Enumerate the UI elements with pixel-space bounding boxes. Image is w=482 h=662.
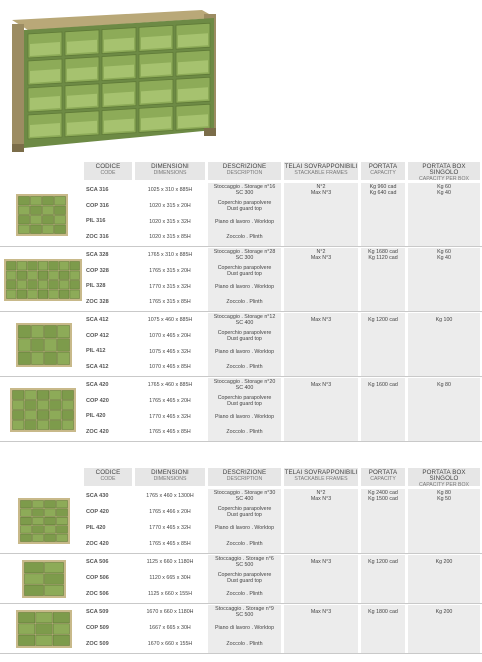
product-description [208, 537, 281, 553]
description-line: Stoccaggio . Storage n°9 [215, 606, 274, 613]
description-line: Dust guard top [227, 205, 262, 212]
capacity-value [361, 248, 405, 264]
product-group [0, 378, 482, 441]
product-description [208, 410, 281, 426]
product-dimensions: 1025 x 310 x 885H [147, 187, 193, 194]
product-description [208, 280, 281, 296]
value-line: Kg 640 cad [369, 189, 397, 196]
table-row [0, 264, 482, 280]
description-line: Zoccolo . Plinth [226, 641, 263, 648]
value-line: Max N°3 [310, 559, 332, 566]
description-line: SC 500 [235, 612, 254, 618]
table-row [0, 505, 482, 521]
product-dimensions: 1120 x 665 x 30H [149, 575, 191, 582]
table-row [0, 183, 482, 199]
product-description [208, 264, 281, 280]
table-row [0, 248, 482, 264]
product-description [208, 295, 281, 311]
product-code: SCA 420 [86, 381, 109, 388]
description-line: Dust guard top [227, 335, 262, 342]
description-line: Stoccaggio . Storage n°12 [213, 314, 276, 321]
table-row [0, 313, 482, 329]
product-description [208, 505, 281, 521]
value-line: Kg 960 cad [369, 184, 397, 191]
column-header-label: DESCRIZIONE [222, 469, 267, 476]
column-header-label: DIMENSIONI [151, 163, 189, 170]
column-header-sublabel: STACKABLE FRAMES [294, 476, 348, 483]
description-line: SC 300 [235, 189, 254, 196]
product-dimensions: 1765 x 466 x 20H [149, 509, 191, 516]
value-line: Kg 200 [435, 559, 453, 566]
product-dimensions: 1765 x 315 x 85H [149, 299, 191, 306]
column-header-sublabel: DESCRIPTION [226, 476, 263, 483]
value-line: Max N°3 [310, 609, 332, 616]
capacity-value [361, 605, 405, 621]
product-dimensions: 1765 x 310 x 885H [147, 252, 193, 259]
product-dimensions: 1670 x 660 x 1180H [146, 609, 194, 616]
capacity-value [361, 313, 405, 329]
product-dimensions: 1770 x 465 x 32H [149, 525, 191, 532]
description-line: Coperchio parapolvere [217, 506, 272, 513]
column-header [208, 468, 281, 486]
column-header [84, 162, 132, 180]
column-header-sublabel: DESCRIPTION [226, 170, 263, 177]
description-line: Coperchio parapolvere [217, 265, 272, 272]
table-row [0, 345, 482, 361]
column-header-sublabel: DIMENSIONS [153, 476, 187, 483]
product-code: PIL 420 [86, 525, 106, 532]
product-description [208, 313, 281, 329]
column-header [408, 162, 480, 183]
stackable-frames [284, 489, 358, 505]
product-dimensions: 1070 x 465 x 20H [149, 332, 191, 339]
group-divider [0, 376, 482, 377]
product-code: SCA 509 [86, 609, 109, 616]
table-row [0, 295, 482, 311]
column-header-sublabel: CAPACITY [370, 170, 396, 177]
product-code: ZOC 506 [86, 591, 109, 598]
description-line: Piano di lavoro . Worktop [214, 218, 275, 225]
product-code: COP 506 [86, 575, 109, 582]
description-line: Piano di lavoro . Worktop [214, 283, 275, 290]
description-line: Zoccolo . Plinth [226, 234, 263, 241]
description-line: SC 400 [235, 384, 254, 391]
product-code: COP 328 [86, 267, 109, 274]
description-line: Coperchio parapolvere [217, 395, 272, 402]
column-header-sublabel: CODE [100, 170, 116, 177]
description-line: Zoccolo . Plinth [226, 299, 263, 306]
product-description [208, 394, 281, 410]
product-group [0, 183, 482, 246]
table-row [0, 199, 482, 215]
column-header-sublabel: CAPACITY PER BOX [419, 176, 469, 183]
description-line: Stoccaggio . Storage n°20 [213, 379, 276, 386]
group-divider [0, 653, 482, 654]
product-dimensions: 1075 x 465 x 32H [149, 348, 191, 355]
value-line: Kg 50 [437, 496, 451, 502]
product-description [208, 215, 281, 231]
product-dimensions: 1667 x 665 x 30H [149, 625, 191, 632]
description-line: Stoccaggio . Storage n°28 [213, 249, 276, 256]
table-row [0, 521, 482, 537]
value-line: Max N°3 [310, 382, 332, 389]
product-description [208, 329, 281, 345]
value-line: Kg 2400 cad [368, 490, 398, 497]
capacity-value [361, 489, 405, 505]
product-code: SCA 506 [86, 559, 109, 566]
table-row [0, 637, 482, 653]
description-line: Stoccaggio . Storage n°30 [213, 490, 276, 497]
column-header-label: DESCRIZIONE [222, 163, 267, 170]
column-header-label: PORTATA BOX SINGOLO [422, 469, 466, 483]
description-line: Zoccolo . Plinth [226, 364, 263, 371]
description-line: Piano di lavoro . Worktop [214, 525, 275, 532]
product-description [208, 587, 281, 603]
product-group [0, 489, 482, 553]
product-group [0, 248, 482, 311]
column-header-label: TELAI SOVRAPPONIBILI [284, 163, 358, 170]
description-line: Piano di lavoro . Worktop [214, 348, 275, 355]
capacity-per-box [408, 555, 480, 571]
description-line: SC 400 [235, 496, 254, 502]
stackable-frames [284, 248, 358, 264]
product-description [208, 378, 281, 394]
product-code: PIL 328 [86, 283, 106, 290]
description-line: Dust guard top [227, 400, 262, 407]
shelving-unit-photo [6, 6, 220, 156]
product-dimensions: 1670 x 660 x 155H [147, 641, 193, 648]
value-line: Kg 60 [437, 249, 451, 256]
group-divider [0, 441, 482, 442]
table-row [0, 394, 482, 410]
capacity-per-box [408, 313, 480, 329]
table-row [0, 555, 482, 571]
group-divider [0, 246, 482, 247]
product-code: COP 316 [86, 202, 109, 209]
column-header [408, 468, 480, 489]
product-description [208, 637, 281, 653]
product-code: ZOC 328 [86, 299, 109, 306]
product-dimensions: 1765 x 465 x 20H [149, 397, 191, 404]
product-description [208, 521, 281, 537]
column-header-label: PORTATA BOX SINGOLO [422, 163, 466, 177]
column-header-label: PORTATA [368, 163, 398, 170]
value-line: Kg 1800 cad [368, 609, 398, 616]
table-header [0, 162, 482, 183]
value-line: N°2 [316, 249, 326, 256]
column-header [361, 468, 405, 486]
product-dimensions: 1020 x 315 x 85H [149, 234, 191, 241]
group-divider [0, 603, 482, 604]
description-line: SC 400 [235, 319, 254, 326]
column-header [361, 162, 405, 180]
product-code: SCA 316 [86, 186, 109, 193]
description-line: Coperchio parapolvere [217, 330, 272, 337]
column-header-sublabel: CAPACITY PER BOX [419, 482, 469, 489]
product-code: ZOC 420 [86, 429, 109, 436]
stackable-frames [284, 378, 358, 394]
product-dimensions: 1020 x 315 x 20H [149, 202, 191, 209]
value-line: Kg 80 [437, 382, 451, 389]
product-description [208, 345, 281, 361]
product-dimensions: 1070 x 465 x 85H [149, 364, 191, 371]
column-header-sublabel: CODE [100, 476, 116, 483]
capacity-per-box [408, 248, 480, 264]
description-line: Coperchio parapolvere [217, 200, 272, 207]
stackable-frames [284, 605, 358, 621]
product-dimensions: 1075 x 460 x 885H [147, 317, 193, 324]
product-description [208, 605, 281, 621]
group-divider [0, 311, 482, 312]
table-row [0, 537, 482, 553]
column-header-label: TELAI SOVRAPPONIBILI [284, 469, 358, 476]
capacity-value [361, 555, 405, 571]
table-row [0, 378, 482, 394]
product-description [208, 425, 281, 441]
value-line: Kg 60 [437, 184, 451, 191]
column-header-label: CODICE [95, 469, 121, 476]
description-line: Stoccaggio . Storage n°6 [215, 556, 274, 563]
description-line: Piano di lavoro . Worktop [214, 625, 275, 632]
product-group [0, 605, 482, 653]
product-group [0, 313, 482, 376]
column-header-label: DIMENSIONI [151, 469, 189, 476]
value-line: Kg 1200 cad [368, 317, 398, 324]
capacity-per-box [408, 378, 480, 394]
column-header [84, 468, 132, 486]
column-header-sublabel: CAPACITY [370, 476, 396, 483]
description-line: Dust guard top [227, 512, 262, 518]
value-line: Kg 80 [437, 490, 451, 497]
description-line: Stoccaggio . Storage n°16 [213, 184, 276, 191]
product-code: COP 509 [86, 625, 109, 632]
value-line: Kg 1600 cad [368, 382, 398, 389]
table-row [0, 605, 482, 621]
value-line: Kg 1500 cad [368, 496, 398, 502]
table-row [0, 425, 482, 441]
product-dimensions: 1020 x 315 x 32H [149, 218, 191, 225]
table-row [0, 621, 482, 637]
value-line: N°2 [316, 490, 326, 497]
value-line: Max N°3 [310, 317, 332, 324]
product-dimensions: 1765 x 465 x 85H [149, 541, 191, 548]
product-dimensions: 1765 x 315 x 20H [149, 267, 191, 274]
product-description [208, 489, 281, 505]
product-description [208, 555, 281, 571]
capacity-value [361, 378, 405, 394]
column-header [135, 468, 205, 486]
product-description [208, 230, 281, 246]
capacity-value [361, 183, 405, 199]
value-line: Kg 200 [435, 609, 453, 616]
product-dimensions: 1770 x 465 x 32H [149, 413, 191, 420]
table-row [0, 329, 482, 345]
capacity-per-box [408, 183, 480, 199]
product-code: PIL 412 [86, 348, 106, 355]
value-line: Max N°3 [310, 254, 332, 261]
column-header-sublabel: DIMENSIONS [153, 170, 187, 177]
description-line: SC 300 [235, 254, 254, 261]
value-line: Max N°3 [310, 496, 332, 502]
product-code: SCA 412 [86, 316, 109, 323]
group-divider [0, 553, 482, 554]
value-line: Kg 1200 cad [368, 559, 398, 566]
product-description [208, 621, 281, 637]
product-dimensions: 1125 x 660 x 155H [147, 591, 193, 598]
table-row [0, 587, 482, 603]
product-code: ZOC 316 [86, 234, 109, 241]
product-code: COP 420 [86, 397, 109, 404]
description-line: Coperchio parapolvere [217, 572, 272, 579]
capacity-per-box [408, 605, 480, 621]
product-code: PIL 316 [86, 218, 106, 225]
description-line: Zoccolo . Plinth [226, 429, 263, 436]
column-header [284, 468, 358, 486]
product-code: SCA 328 [86, 251, 109, 258]
product-code: SCA 412 [86, 364, 109, 371]
stackable-frames [284, 183, 358, 199]
product-dimensions: 1125 x 660 x 1180H [146, 559, 194, 566]
product-code: ZOC 509 [86, 641, 109, 648]
stackable-frames [284, 555, 358, 571]
description-line: SC 500 [235, 562, 254, 568]
product-group [0, 555, 482, 603]
column-header [284, 162, 358, 180]
description-line: Zoccolo . Plinth [226, 591, 263, 598]
product-description [208, 360, 281, 376]
value-line: Kg 40 [437, 254, 451, 261]
value-line: N°2 [316, 184, 326, 191]
product-description [208, 248, 281, 264]
product-description [208, 571, 281, 587]
description-line: Zoccolo . Plinth [226, 541, 263, 548]
product-code: ZOC 420 [86, 541, 109, 548]
column-header-label: CODICE [95, 163, 121, 170]
table-row [0, 571, 482, 587]
product-dimensions: 1765 x 465 x 85H [149, 429, 191, 436]
description-line: Piano di lavoro . Worktop [214, 413, 275, 420]
product-code: SCA 430 [86, 493, 109, 500]
column-header-sublabel: STACKABLE FRAMES [294, 170, 348, 177]
product-dimensions: 1765 x 460 x 1300H [146, 493, 194, 500]
product-code: PIL 420 [86, 413, 106, 420]
product-code: COP 420 [86, 509, 109, 516]
table-row [0, 489, 482, 505]
product-table-2 [0, 468, 482, 658]
stackable-frames [284, 313, 358, 329]
value-line: Max N°3 [310, 189, 332, 196]
table-row [0, 280, 482, 296]
product-table-1 [0, 162, 482, 444]
column-header [135, 162, 205, 180]
table-row [0, 360, 482, 376]
value-line: Kg 40 [437, 189, 451, 196]
column-header [208, 162, 281, 180]
capacity-per-box [408, 489, 480, 505]
column-header-label: PORTATA [368, 469, 398, 476]
product-dimensions: 1770 x 315 x 32H [149, 283, 191, 290]
product-description [208, 199, 281, 215]
value-line: Kg 1120 cad [368, 254, 398, 261]
table-header [0, 468, 482, 489]
description-line: Dust guard top [227, 578, 262, 584]
product-description [208, 183, 281, 199]
product-code: COP 412 [86, 332, 109, 339]
value-line: Kg 100 [435, 317, 453, 324]
table-row [0, 410, 482, 426]
product-dimensions: 1765 x 460 x 885H [147, 382, 193, 389]
table-row [0, 215, 482, 231]
description-line: Dust guard top [227, 270, 262, 277]
value-line: Kg 1680 cad [368, 249, 398, 256]
table-row [0, 230, 482, 246]
